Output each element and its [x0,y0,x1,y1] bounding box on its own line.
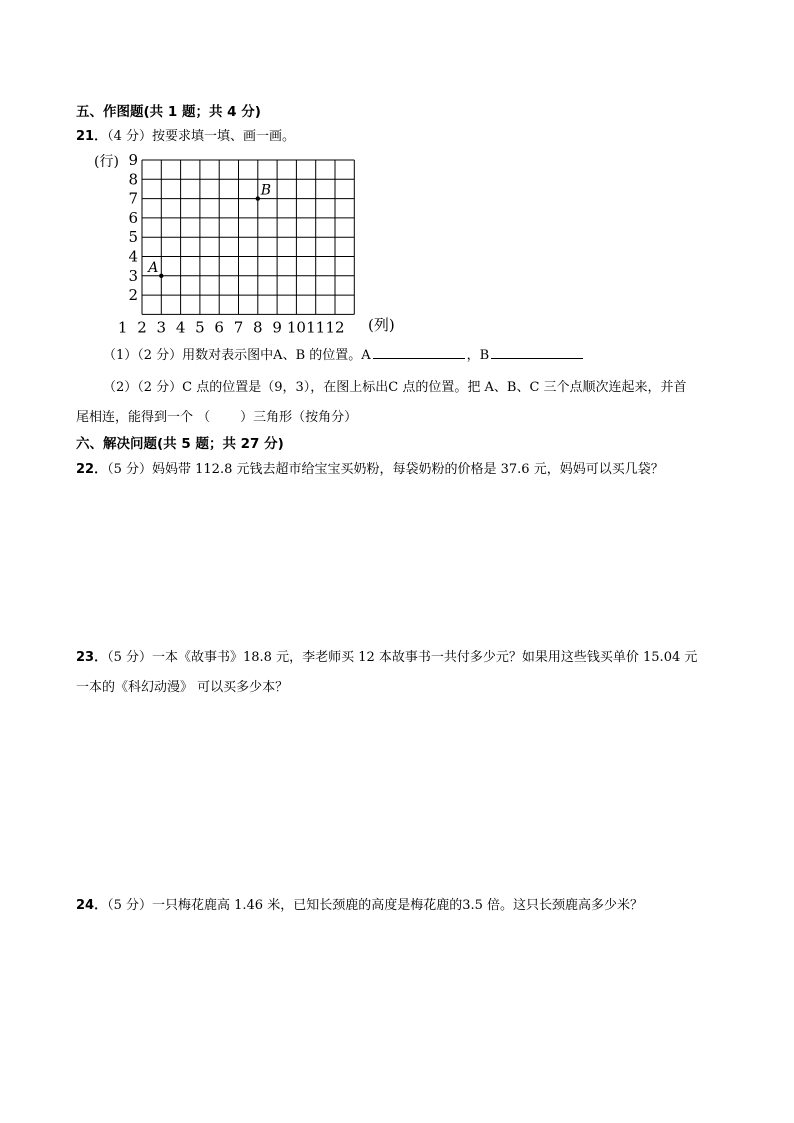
part-1-prompt: （1）（2 分）用数对表示图中A、B 的位置。A [103,348,371,363]
question-21-text: （4 分）按要求填一填、画一画。 [107,129,295,144]
question-23-number: 23． [76,650,108,665]
grid-points [146,183,271,278]
column-tick-label: 3 [156,318,167,335]
column-tick-label: 10 [286,318,306,335]
row-tick-label: 6 [128,208,138,227]
part-2-prompt: 尾相连，能得到一个 （ [76,410,211,425]
row-axis-ticks [128,151,138,304]
question-24-number: 24． [76,898,108,913]
part-1-middle: ，B [466,348,490,363]
column-tick-label: 2 [137,318,147,335]
question-22 [76,458,664,477]
coordinate-grid [90,150,410,335]
question-23-line-1 [76,646,697,665]
answer-blank-b[interactable] [491,347,583,359]
point-a [159,274,163,278]
column-tick-label: 9 [272,318,282,335]
column-axis-ticks [118,318,345,335]
row-tick-label: 2 [128,286,138,305]
column-tick-label: 7 [233,318,244,335]
section-5-title: 五、作图题(共 1 题；共 4 分) [76,104,261,120]
row-tick-label: 4 [128,247,138,266]
part-2-suffix: ）三角形（按角分） [240,410,358,425]
question-22-number: 22． [76,462,108,477]
point-label-b: B [260,182,272,199]
row-axis-label: (行) [94,154,119,170]
question-21-part-2-line-1: （2）（2 分）C 点的位置是（9，3），在图上标出C 点的位置。把 A、B、C 三个点顺次连起来，并首 [103,380,687,395]
row-tick-label: 7 [128,189,138,208]
column-tick-label: 5 [195,318,205,335]
question-21-part-2-line-2 [76,406,357,425]
column-tick-label: 6 [214,318,224,335]
question-24-text: （5 分）一只梅花鹿高 1.46 米，已知长颈鹿的高度是梅花鹿的3.5 倍。这只长颈鹿高多少米？ [107,898,644,913]
column-tick-label: 1 [117,318,128,335]
point-label-a: A [148,259,159,276]
point-b [256,196,260,200]
question-21 [76,125,295,144]
section-6-title: 六、解决问题(共 5 题；共 27 分) [76,436,284,452]
question-21-part-1 [103,344,585,363]
column-axis-label: (列) [368,316,395,334]
row-tick-label: 8 [128,170,138,189]
question-22-text: （5 分）妈妈带 112.8 元钱去超市给宝宝买奶粉，每袋奶粉的价格是 37.6 元，妈妈可以买几袋？ [107,462,664,477]
row-tick-label: 9 [128,151,138,169]
row-tick-label: 3 [128,266,138,285]
answer-blank-a[interactable] [373,347,465,359]
column-tick-label: 12 [325,318,345,335]
question-21-number: 21． [76,129,108,144]
row-tick-label: 5 [128,228,138,247]
column-tick-label: 8 [253,318,263,335]
column-tick-label: 11 [306,318,326,335]
question-23-line-2: 一本的《科幻动漫》 可以买多少本？ [76,680,289,695]
column-tick-label: 4 [175,318,186,335]
question-24 [76,894,643,913]
grid-lines [142,160,354,314]
question-23-text-1: （5 分）一本《故事书》18.8 元，李老师买 12 本故事书一共付多少元？如果用这些钱买单价 15.04 元 [107,650,698,665]
